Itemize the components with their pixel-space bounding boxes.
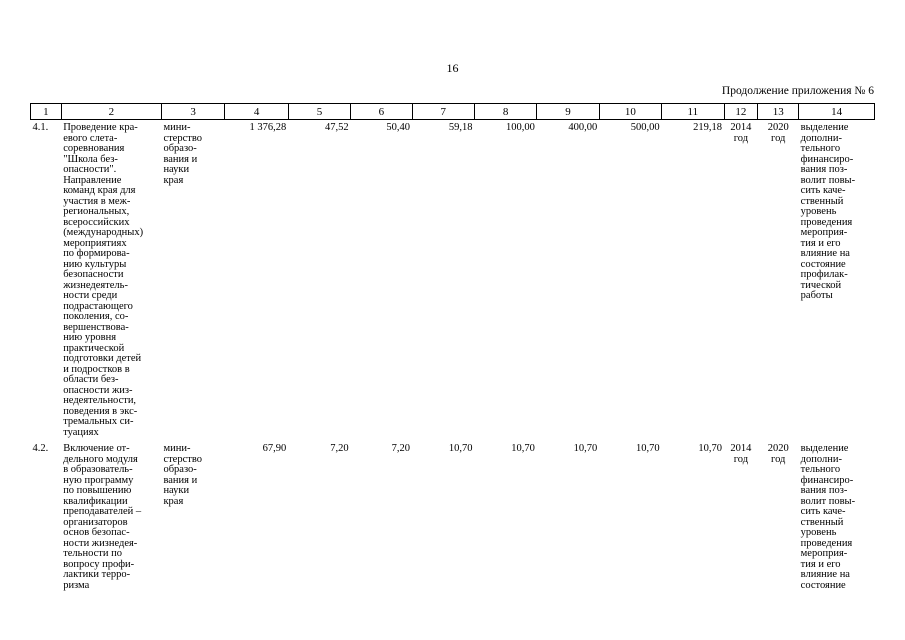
funding-value: 10,70 bbox=[448, 443, 473, 454]
funding-value: 10,70 bbox=[573, 443, 598, 454]
column-header: 8 bbox=[474, 104, 536, 120]
funding-total: 67,90 bbox=[262, 443, 287, 454]
funding-value: 400,00 bbox=[568, 122, 598, 133]
column-header: 5 bbox=[288, 104, 350, 120]
executor: мини- стерство образо- вания и науки края bbox=[163, 122, 202, 186]
start-year: 2014 год bbox=[730, 122, 752, 144]
funding-value: 10,70 bbox=[511, 443, 535, 454]
column-header: 4 bbox=[225, 104, 288, 120]
start-year: 2014 год bbox=[730, 443, 752, 465]
funding-total: 1 376,28 bbox=[249, 122, 287, 133]
activity-name: Включение от- дельного модуля в образователь- ную программу по повышению квалификации преподавателей – организаторов основ безопас- ности жизнедея- тельности по вопросу профи- лактики терро- ризма bbox=[63, 443, 142, 591]
column-header: 12 bbox=[724, 104, 758, 120]
end-year: 2020 год bbox=[767, 122, 789, 144]
column-header: 10 bbox=[599, 104, 661, 120]
funding-value: 10,70 bbox=[635, 443, 660, 454]
funding-value: 100,00 bbox=[505, 122, 535, 133]
funding-value: 7,20 bbox=[330, 443, 349, 454]
funding-value: 50,40 bbox=[386, 122, 411, 133]
column-number-row bbox=[31, 104, 875, 120]
column-header: 13 bbox=[758, 104, 799, 120]
column-header: 14 bbox=[799, 104, 875, 120]
executor: мини- стерство образо- вания и науки края bbox=[163, 443, 202, 507]
appendix-continuation-label: Продолжение приложения № 6 bbox=[721, 85, 874, 97]
column-header: 9 bbox=[537, 104, 599, 120]
table-row bbox=[31, 120, 875, 439]
row-index: 4.1. bbox=[32, 122, 49, 133]
expected-result: выделение дополни- тельного финансиро- вания поз- волит повы- сить каче- ственный уровень проведения мероприя- тия и его влияние на состояние профилак- тической работы bbox=[800, 122, 856, 301]
table-row bbox=[31, 438, 875, 591]
row-index: 4.2. bbox=[32, 443, 49, 454]
end-year: 2020 год bbox=[767, 443, 789, 465]
column-header: 11 bbox=[662, 104, 724, 120]
page-number: 16 bbox=[446, 61, 459, 75]
funding-value: 47,52 bbox=[325, 122, 349, 133]
funding-value: 7,20 bbox=[391, 443, 411, 454]
activity-name: Проведение кра- евого слета- соревнования "Школа без- опасности". Направление команд края для участия в меж- региональных, всероссийских (международных) мероприятиях по формирова- нию культуры безопасности жизнедеятель- ности среди подрастающего поколения, со- вершенствова- нию уровня практической подготовки детей и подростков в области без- опасности жиз- недеятельности, поведения в экс- тремальных си- туациях bbox=[63, 122, 144, 438]
column-header: 7 bbox=[412, 104, 474, 120]
funding-value: 10,70 bbox=[698, 443, 722, 454]
funding-value: 219,18 bbox=[693, 122, 722, 133]
column-header: 3 bbox=[161, 104, 224, 120]
funding-value: 59,18 bbox=[448, 122, 473, 133]
program-activities-table bbox=[30, 103, 875, 591]
column-header: 6 bbox=[351, 104, 412, 120]
column-header: 1 bbox=[31, 104, 62, 120]
column-header: 2 bbox=[61, 104, 161, 120]
funding-value: 500,00 bbox=[630, 122, 660, 133]
expected-result: выделение дополни- тельного финансиро- вания поз- волит повы- сить каче- ственный уровень проведения мероприя- тия и его влияние на состояние bbox=[800, 443, 856, 591]
